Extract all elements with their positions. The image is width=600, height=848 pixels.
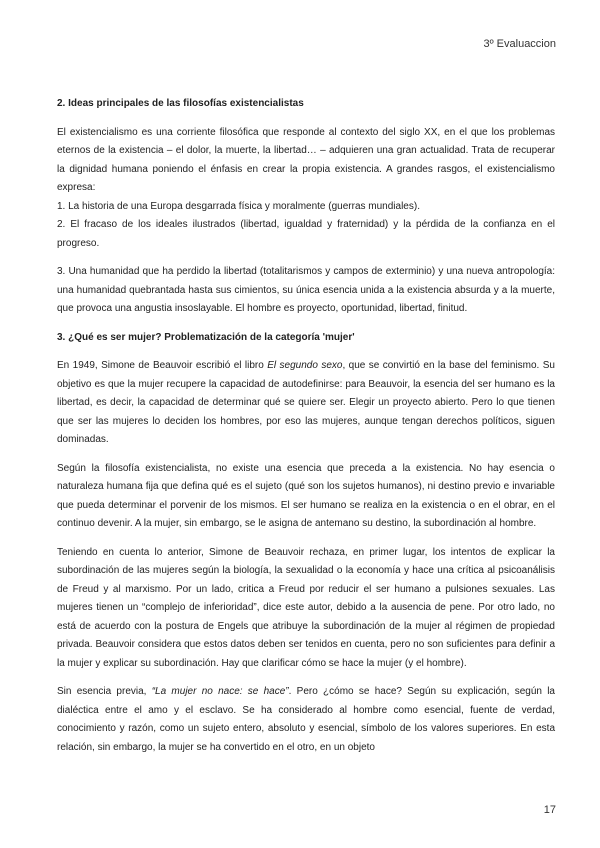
paragraph-3: Teniendo en cuenta lo anterior, Simone de Beauvoir rechaza, en primer lugar, los intentos de explicar la subordinación de las mujeres según la biología, la sexualidad o la economía y hace una crítica al psicoanálisis de Freud y al marxismo. Por un lado, critica a Freud por reducir el ser humano a pulsiones sexuales. Las mujeres tienen un “complejo de inferioridad”, dice este autor, debido a la ausencia de pene. Por otro lado, no está de acuerdo con la postura de Engels que atribuye la subordinación de la mujer al régimen de propiedad privada. Beauvoir considera que estos datos deben ser tenidos en cuenta, pero no son suficientes para definir a la mujer y explicar su subordinación. Hay que clarificar cómo se hace la mujer (y el hombre). [57,546,555,669]
document-header [483,38,556,50]
section-2-intro: El existencialismo es una corriente filosófica que responde al contexto del siglo XX, en el que los problemas eternos de la existencia – el dolor, la muerte, la libertad… – adquieren una gran actualidad. Trata de recuperar la dignidad humana poniendo el énfasis en crear la propia existencia. A grandes rasgos, el existencialismo expresa: [57,126,555,193]
header-title: 3º Evaluaccion [483,38,556,50]
section-2-heading: 2. Ideas principales de las filosofías existencialistas [57,98,304,109]
quote: “La mujer no nace: se hace” [151,686,289,697]
paragraph-1-text-b: , que se convirtió en la base del feminismo. Su objetivo es que la mujer recupere la capacidad de autodefinirse: para Beauvoir, la esencia del ser humano es la libertad, es decir, la capacidad de determinar qué se quiere ser. Elegir un proyecto abierto. Pero lo que tienen que ser las mujeres lo deciden los hombres, por eso las mujeres, aunque tengan derechos políticos, siguen dominadas. [57,360,555,445]
paragraph-4-text-a: Sin esencia previa, [57,686,152,697]
book-title: El segundo sexo [267,360,343,371]
list-item-2: 2. El fracaso de los ideales ilustrados (libertad, igualdad y fraternidad) y la pérdida de la confianza en el progreso. [57,219,555,249]
list-item-1: 1. La historia de una Europa desgarrada física y moralmente (guerras mundiales). [57,200,420,212]
page-content [57,95,555,767]
paragraph-1-text-a: En 1949, Simone de Beauvoir escribió el libro [57,360,268,371]
paragraph-4-text-b: . Pero ¿cómo se hace? Según su explicación, según la dialéctica entre el amo y el esclavo. Se ha considerado al hombre como esencial, fuente de verdad, conocimiento y razón, como un sujeto entero, absoluto y esencial, símbolo de los valores superiores. En esta relación, sin embargo, la mujer se ha convertido en el otro, en un objeto [57,686,555,753]
page-number: 17 [543,804,556,816]
section-3-heading: 3. ¿Qué es ser mujer? Problematización de la categoría 'mujer' [57,331,355,343]
paragraph-2: Según la filosofía existencialista, no existe una esencia que preceda a la existencia. No hay esencia o naturaleza humana fija que defina qué es el sujeto (qué son los sujetos humanos), ni destino previo e invariable que pueda determinar el porvenir de los mismos. El ser humano se realiza en la existencia o en el obrar, en el continuo devenir. A la mujer, sin embargo, se le asigna de antemano su destino, la subordinación al hombre. [57,462,555,529]
paragraph-4 [57,683,555,757]
paragraph-1 [57,357,555,450]
list-item-3: 3. Una humanidad que ha perdido la libertad (totalitarismos y campos de exterminio) y una nueva antropología: una humanidad quebrantada hasta sus cimientos, su única esencia unida a la existencia absurda y a la muerte, que provoca una angustia insoslayable. El hombre es proyecto, oportunidad, libertad, finitud. [57,266,555,314]
section-2-body [57,124,555,254]
